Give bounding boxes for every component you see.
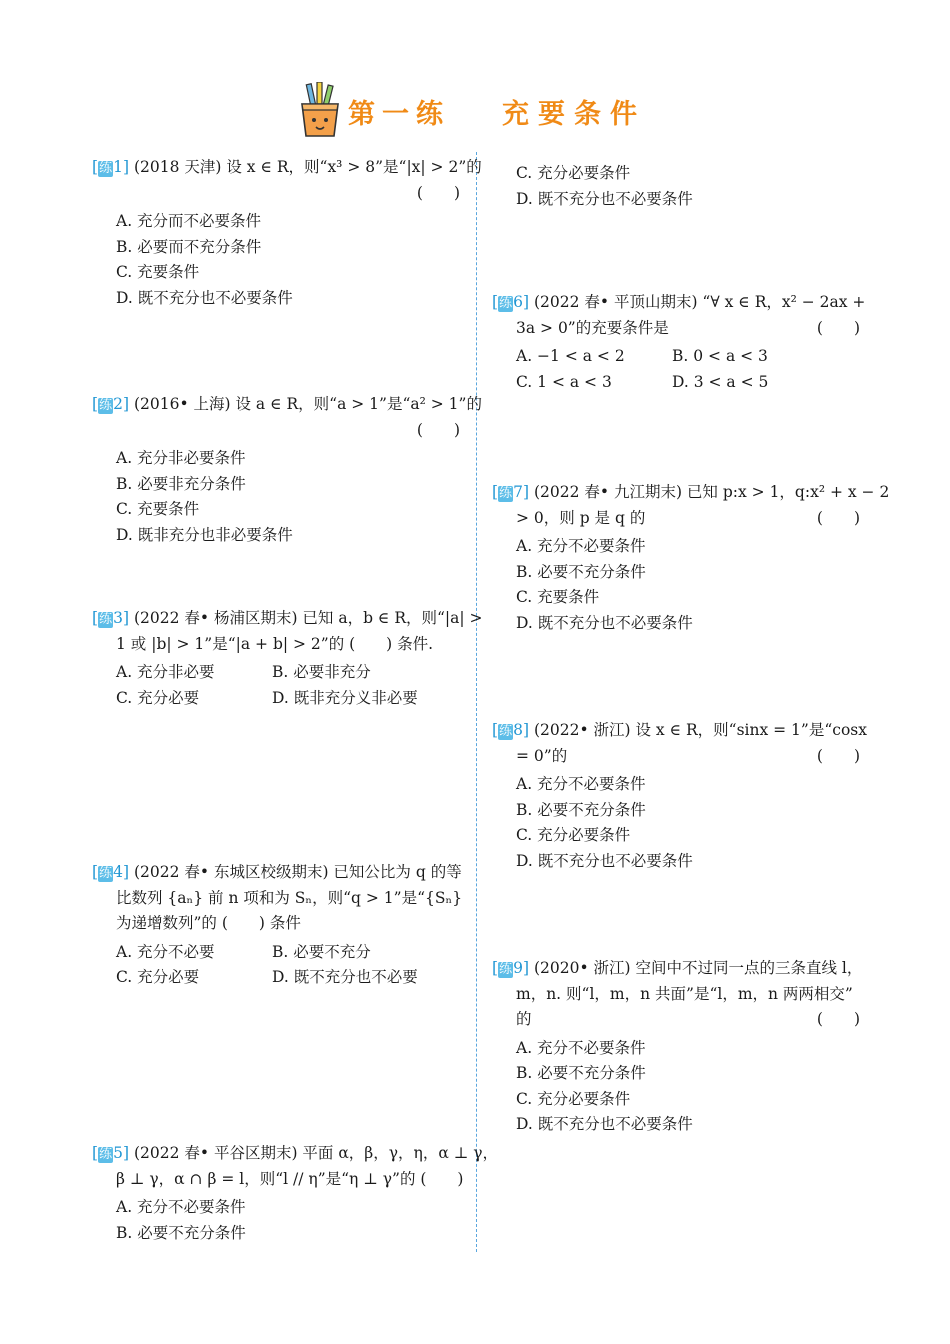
option-c: C. 充分必要条件 bbox=[516, 164, 631, 182]
page-header bbox=[0, 80, 950, 144]
option-b: B. 必要非充分 bbox=[272, 663, 371, 681]
option-b: B. 必要而不充分条件 bbox=[116, 237, 262, 256]
question-tag: [练9] bbox=[492, 959, 530, 977]
question-text: (2022 春• 平谷区期末) 平面 α，β，γ，η，α ⊥ γ， bbox=[133, 1144, 498, 1162]
question-text: (2018 天津) 设 x ∈ R，则“x³ > 8”是“|x| > 2”的 bbox=[133, 158, 482, 176]
option-b: B. 必要不充分条件 bbox=[116, 1223, 246, 1242]
answer-paren: ( ) bbox=[816, 508, 860, 527]
answer-paren: ( ) bbox=[816, 318, 860, 337]
option-b: B. 0 < a < 3 bbox=[672, 347, 768, 365]
question-tag: [练4] bbox=[92, 863, 130, 881]
title-part-2: 充要条件 bbox=[502, 99, 646, 130]
option-c: C. 充分必要条件 bbox=[516, 1089, 631, 1108]
option-a: A. −1 < a < 2 bbox=[516, 347, 625, 365]
option-c: C. 充要条件 bbox=[116, 500, 200, 518]
option-c: C. 充分必要 bbox=[116, 968, 200, 986]
option-b: B. 必要不充分条件 bbox=[516, 562, 646, 581]
question-text: 1 或 |b| > 1”是“|a + b| > 2”的 ( ) 条件. bbox=[116, 634, 434, 653]
question-2 bbox=[92, 392, 482, 548]
question-tag: [练3] bbox=[92, 609, 130, 627]
option-b: B. 必要不充分条件 bbox=[516, 1064, 646, 1082]
question-tag: [练5] bbox=[92, 1144, 130, 1162]
option-a: A. 充分非必要 bbox=[116, 663, 215, 681]
option-c: C. 充要条件 bbox=[516, 588, 600, 606]
title-part-1: 第一练 bbox=[348, 99, 450, 130]
answer-paren: ( ) bbox=[816, 1010, 860, 1028]
option-d: D. 既非充分也非必要条件 bbox=[116, 525, 293, 544]
question-text: m，n. 则“l，m，n 共面”是“l，m，n 两两相交” bbox=[516, 984, 853, 1003]
option-d: D. 既不充分也不必要条件 bbox=[116, 288, 293, 307]
question-text: 比数列 {aₙ} 前 n 项和为 Sₙ，则“q > 1”是“{Sₙ} bbox=[116, 888, 463, 907]
question-text: > 0，则 p 是 q 的 bbox=[516, 508, 646, 527]
option-b: B. 必要不充分条件 bbox=[516, 800, 646, 819]
question-tag: [练1] bbox=[92, 158, 130, 176]
answer-paren: ( ) bbox=[416, 420, 460, 439]
pencil-cup-icon bbox=[296, 82, 344, 138]
option-b: B. 必要非充分条件 bbox=[116, 474, 246, 493]
option-d: D. 3 < a < 5 bbox=[672, 372, 769, 391]
question-text: (2022• 浙江) 设 x ∈ R，则“sinx = 1”是“cosx bbox=[533, 721, 867, 739]
option-a: A. 充分非必要条件 bbox=[116, 449, 246, 467]
question-text: (2016• 上海) 设 a ∈ R，则“a > 1”是“a² > 1”的 bbox=[133, 395, 482, 413]
question-text: (2022 春• 九江期末) 已知 p:x > 1，q:x² + x − 2 bbox=[533, 483, 890, 501]
option-b: B. 必要不充分 bbox=[272, 942, 371, 961]
question-tag: [练7] bbox=[492, 483, 530, 501]
option-d: D. 既非充分义非必要 bbox=[272, 688, 418, 707]
option-a: A. 充分而不必要条件 bbox=[116, 212, 262, 230]
question-5 bbox=[92, 1141, 498, 1246]
answer-paren: ( ) bbox=[816, 746, 860, 765]
option-d: D. 既不充分也不必要条件 bbox=[516, 1115, 693, 1133]
question-tag: [练8] bbox=[492, 721, 530, 739]
option-a: A. 充分不必要条件 bbox=[516, 775, 646, 793]
question-text: = 0”的 bbox=[516, 746, 568, 765]
column-divider bbox=[476, 152, 477, 1252]
question-text: (2022 春• 平顶山期末) “∀ x ∈ R，x² − 2ax + bbox=[533, 293, 866, 311]
option-a: A. 充分不必要条件 bbox=[516, 537, 646, 555]
question-4 bbox=[92, 860, 464, 991]
option-d: D. 既不充分也不必要 bbox=[272, 968, 418, 986]
question-text: 的 bbox=[516, 1010, 532, 1028]
question-8 bbox=[492, 718, 867, 874]
question-1 bbox=[92, 155, 482, 311]
question-text: (2020• 浙江) 空间中不过同一点的三条直线 l， bbox=[533, 959, 863, 977]
option-c: C. 充要条件 bbox=[116, 263, 200, 281]
question-tag: [练2] bbox=[92, 395, 130, 413]
question-tag: [练6] bbox=[492, 293, 530, 311]
question-7 bbox=[492, 480, 890, 636]
question-text: 为递增数列”的 ( ) 条件 bbox=[116, 914, 301, 932]
option-a: A. 充分不必要条件 bbox=[516, 1038, 646, 1057]
question-9 bbox=[492, 956, 864, 1138]
question-text: β ⊥ γ，α ∩ β = l，则“l // η”是“η ⊥ γ”的 ( ) bbox=[116, 1169, 464, 1188]
option-a: A. 充分不必要 bbox=[116, 942, 215, 961]
option-a: A. 充分不必要条件 bbox=[116, 1198, 246, 1216]
option-d: D. 既不充分也不必要条件 bbox=[516, 613, 693, 632]
option-c: C. 1 < a < 3 bbox=[516, 372, 612, 391]
option-c: C. 充分必要条件 bbox=[516, 826, 631, 844]
answer-paren: ( ) bbox=[416, 183, 460, 202]
option-d: D. 既不充分也不必要条件 bbox=[516, 189, 693, 208]
option-c: C. 充分必要 bbox=[116, 688, 200, 707]
option-d: D. 既不充分也不必要条件 bbox=[516, 851, 693, 870]
question-5-continued bbox=[492, 158, 864, 212]
question-text: (2022 春• 东城区校级期末) 已知公比为 q 的等 bbox=[133, 863, 462, 881]
question-text: (2022 春• 杨浦区期末) 已知 a，b ∈ R，则“|a| > bbox=[133, 609, 483, 627]
question-text: 3a > 0”的充要条件是 bbox=[516, 318, 669, 337]
question-3 bbox=[92, 606, 483, 711]
question-6 bbox=[492, 290, 864, 395]
